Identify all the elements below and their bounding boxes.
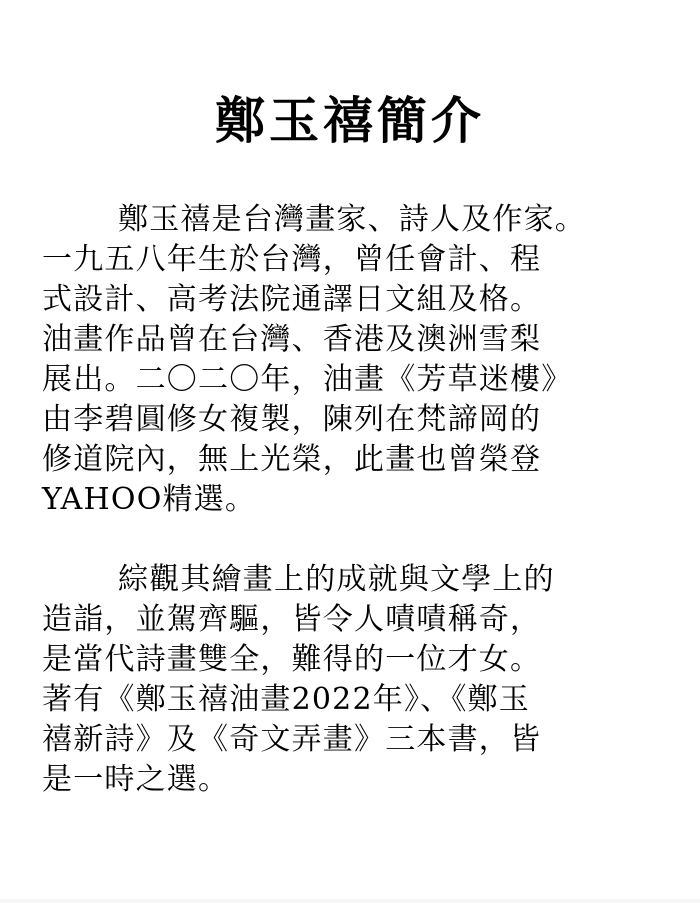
text-line: 禧新詩》及《奇文弄畫》三本書，皆 [42, 722, 542, 757]
text-line: 展出。二〇二〇年，油畫《芳草迷樓》 [42, 362, 573, 397]
paragraph-2 [42, 560, 657, 800]
text-line: YAHOO精選。 [42, 482, 257, 517]
text-line: 綜觀其繪畫上的成就與文學上的 [118, 562, 555, 597]
page-bottom-edge [0, 899, 700, 903]
text-line: 修道院內，無上光榮，此畫也曾榮登 [42, 442, 542, 477]
text-line: 油畫作品曾在台灣、香港及澳洲雪梨 [42, 322, 542, 357]
text-line: 造詣，並駕齊驅，皆令人嘖嘖稱奇， [42, 602, 542, 637]
text-line: 是一時之選。 [42, 762, 230, 797]
biography-body [42, 200, 657, 800]
text-line: 著有《鄭玉禧油畫2022年》、《鄭玉 [42, 682, 530, 717]
text-line: 是當代詩畫雙全，難得的一位才女。 [42, 642, 542, 677]
text-line: 鄭玉禧是台灣畫家、詩人及作家。 [118, 202, 586, 237]
text-line: 式設計、高考法院通譯日文組及格。 [42, 282, 542, 317]
text-line: 由李碧圓修女複製，陳列在梵諦岡的 [42, 402, 542, 437]
text-line: 一九五八年生於台灣，曾任會計、程 [42, 242, 542, 277]
page-title: 鄭玉禧簡介 [215, 90, 485, 150]
paragraph-1 [42, 200, 657, 520]
